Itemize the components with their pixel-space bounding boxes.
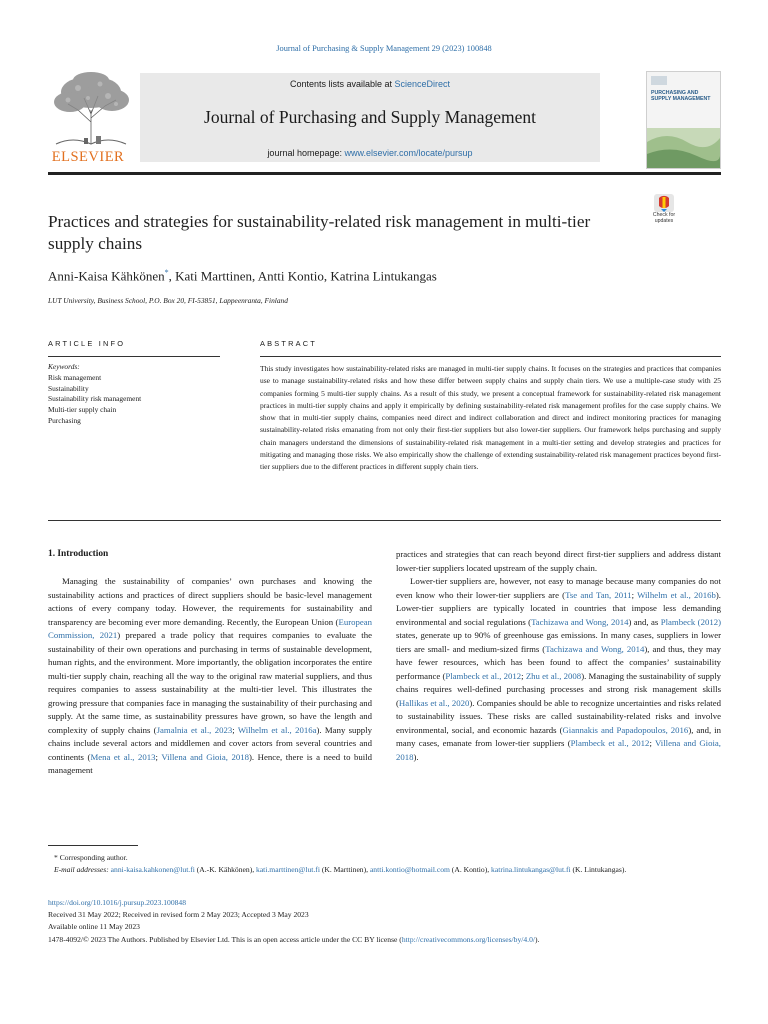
masthead-band [140, 73, 600, 162]
reference-link[interactable]: Tse and Tan, 2011 [565, 589, 632, 600]
author-list [48, 268, 708, 284]
copyright-end: ). [534, 934, 540, 944]
first-author[interactable]: Anni-Kaisa Kähkönen [48, 268, 165, 284]
reference-link[interactable]: European Commission, 2021 [48, 616, 372, 640]
reference-link[interactable]: anni-kaisa.kahkonen@lut.fi [110, 865, 195, 875]
reference-link[interactable]: Giannakis and Papadopoulos, 2016 [562, 724, 689, 735]
check-for-updates-button[interactable] [646, 194, 682, 228]
email-label: E-mail addresses: [54, 865, 109, 875]
check-updates-label: Check for updates [652, 212, 676, 224]
footnotes [48, 852, 721, 876]
publication-info [48, 897, 738, 946]
copyright-line [48, 934, 738, 946]
masthead-rule [48, 172, 721, 175]
homepage-link[interactable]: www.elsevier.com/locate/pursup [344, 148, 473, 158]
available-online: Available online 11 May 2023 [48, 922, 140, 932]
article-info-rule [48, 356, 220, 357]
abstract-bottom-rule [48, 520, 721, 521]
keyword-item: Sustainability [48, 383, 89, 393]
corresponding-author-note: * Corresponding author. [54, 853, 128, 862]
reference-link[interactable]: Villena and Gioia, 2018 [396, 738, 721, 762]
cover-title: PURCHASING AND SUPPLY MANAGEMENT [651, 90, 711, 103]
abstract-rule [260, 356, 721, 357]
reference-link[interactable]: Plambeck et al., 2012 [445, 670, 522, 681]
abstract-text: This study investigates how sustainability-related risks are managed in multi-tier supply chains. It focuses on the strategies and practices that companies use to manage sustainability-related risks and how these differ between supply chains and supply chain tiers. We use a multiple-case study with 25 companies forming 5 multi-tier supply chains. As a result of this study, we present a conceptual framework for sustainability-related risk management practices in multi-tier supply chains and apply it empirically by defining sustainability-related risk management profiles for the case supply chains. We show that in multi-tier supply chains, companies need direct and indirect collaboration and direct and indirect monitoring practices for managing sustainability-related risks emanating from not only their first-tier suppliers but also lower-tier suppliers. Our framework helps purchasing and supply chain managers understand the dimensions of sustainability-related risk management in a multi-tier setting and develop strategies and practices for mitigating and managing those risks. We also empirically show the challenge of extending sustainability-related risk management practices beyond first-tier suppliers due to the different practices in different supply chain tiers. [260, 364, 721, 472]
check-updates-icon [646, 194, 682, 214]
sciencedirect-link[interactable]: ScienceDirect [394, 79, 451, 89]
reference-link[interactable]: Plambeck (2012) [660, 616, 721, 627]
section-heading-introduction: 1. Introduction [48, 549, 109, 559]
reference-link[interactable]: Tachizawa and Wong, 2014 [531, 616, 629, 627]
contents-line [140, 79, 600, 89]
article-info-heading: ARTICLE INFO [48, 339, 126, 348]
license-link[interactable]: http://creativecommons.org/licenses/by/4.0/ [401, 934, 535, 944]
elsevier-tree-logo[interactable] [48, 70, 140, 166]
keywords-label: Keywords: [48, 362, 80, 371]
abstract-heading: ABSTRACT [260, 339, 318, 348]
reference-link[interactable]: Wilhelm et al., 2016a [237, 724, 317, 735]
other-authors[interactable]: , Kati Marttinen, Antti Kontio, Katrina Lintukangas [168, 268, 437, 284]
journal-title: Journal of Purchasing and Supply Management [204, 107, 536, 127]
reference-link[interactable]: Wilhelm et al., 2016b [637, 589, 716, 600]
keyword-item: Sustainability risk management [48, 394, 142, 404]
homepage-line [140, 148, 600, 158]
reference-link[interactable]: Villena and Gioia, 2018 [161, 751, 249, 762]
tree-icon [48, 70, 134, 148]
keyword-item: Multi-tier supply chain [48, 405, 117, 415]
elsevier-wordmark: ELSEVIER [51, 149, 125, 165]
email-list[interactable]: anni-kaisa.kahkonen@lut.fi (A.-K. Kähkönen), kati.marttinen@lut.fi (K. Marttinen), antti.kontio@hotmail.com (A. Kontio), katrina.lintukangas@lut.fi (K. Lintukangas). [110, 865, 627, 875]
corresponding-author-mark[interactable]: * [164, 268, 169, 277]
copyright-text: 1478-4092/© 2023 The Authors. Published by Elsevier Ltd. This is an open access article under the CC BY license ( [48, 934, 402, 944]
reference-link[interactable]: Hallikas et al., 2020 [398, 697, 470, 708]
footnote-rule [48, 845, 138, 846]
reference-link[interactable]: Tachizawa and Wong, 2014 [545, 643, 645, 654]
cover-art-icon [647, 72, 720, 168]
keyword-item: Risk management [48, 372, 102, 382]
reference-link[interactable]: Zhu et al., 2008 [525, 670, 582, 681]
history-dates: Received 31 May 2022; Received in revised form 2 May 2023; Accepted 3 May 2023 [48, 910, 309, 920]
reference-link[interactable]: Mena et al., 2013 [90, 751, 156, 762]
doi-link[interactable]: https://doi.org/10.1016/j.pursup.2023.100848 [48, 898, 187, 907]
reference-link[interactable]: kati.marttinen@lut.fi [256, 865, 320, 875]
journal-cover-thumbnail[interactable] [646, 71, 721, 169]
keyword-item: Purchasing [48, 415, 81, 425]
email-addresses [48, 864, 721, 876]
body-column-right: practices and strategies that can reach beyond direct first-tier suppliers and address distant lower-tier suppliers located upstream of the supply chain. Lower-tier suppliers are, however, not easy to manage because many companies do not even know who their lower-tier suppliers are (Tse and Tan, 2011; Wilhelm et al., 2016b). Lower-tier suppliers are typically located in countries that impose less demanding environmental and social regulations (Tachizawa and Wong, 2014) and, as Plambeck (2012) states, generate up to 90% of greenhouse gas emissions. In many cases, suppliers in lower tiers are small- and medium-sized firms (Tachizawa and Wong, 2014), and thus, they may have fewer resources, which has been found to affect the companies’ sustainability performance (Plambeck et al., 2012; Zhu et al., 2008). Managing the sustainability of supply chains requires well-defined purchasing processes and strong risk management skills (Hallikas et al., 2020). Companies should be able to recognize uncertainties and risks related to sustainability issues. These risks are called sustainability-related risks and involve environmental, social, and economic hazards (Giannakis and Papadopoulos, 2016), and, in many cases, emanate from lower-tier suppliers (Plambeck et al., 2012; Villena and Gioia, 2018). [396, 549, 722, 762]
masthead [48, 70, 721, 171]
contents-prefix: Contents lists available at [289, 79, 395, 89]
reference-link[interactable]: katrina.lintukangas@lut.fi [491, 865, 571, 875]
homepage-prefix: journal homepage: [267, 148, 345, 158]
keywords-block [48, 362, 220, 427]
reference-link[interactable]: Plambeck et al., 2012 [570, 738, 650, 748]
paper-title: Practices and strategies for sustainability-related risk management in multi-tier supply chains [48, 212, 591, 253]
journal-citation-link[interactable]: Journal of Purchasing & Supply Management 29 (2023) 100848 [276, 44, 492, 53]
affiliation: LUT University, Business School, P.O. Box 20, FI-53851, Lappeenranta, Finland [48, 296, 288, 305]
reference-link[interactable]: Jamalnia et al., 2023 [156, 724, 233, 735]
body-column-left: Managing the sustainability of companies’ own purchases and knowing the sustainability actions and practices of direct suppliers should be basic-level management actions of every company today. However, the requirements for sustainability and transparency are becoming ever more demanding. Recently, the European Union (European Commission, 2021) prepared a trade policy that requires companies to evaluate the sustainability of their own operations and purchasing in terms of sustainable development, human rights, and the environment. More importantly, the obligation incorporates the entire multi-tier supply chain, reaching all the way to the original raw material suppliers, and thus requires companies to assess sustainability at the multi-tier level. This illustrates the growing pressure that companies face in managing the sustainability of their purchasing and supply. At the same time, as sustainability pressures have grown, so have the length and complexity of supply chains (Jamalnia et al., 2023; Wilhelm et al., 2016a). Many supply chains include several actors and middlemen and cover actors from several countries and continents (Mena et al., 2013; Villena and Gioia, 2018). Hence, there is a need to build management [48, 576, 372, 775]
reference-link[interactable]: antti.kontio@hotmail.com [369, 865, 450, 875]
